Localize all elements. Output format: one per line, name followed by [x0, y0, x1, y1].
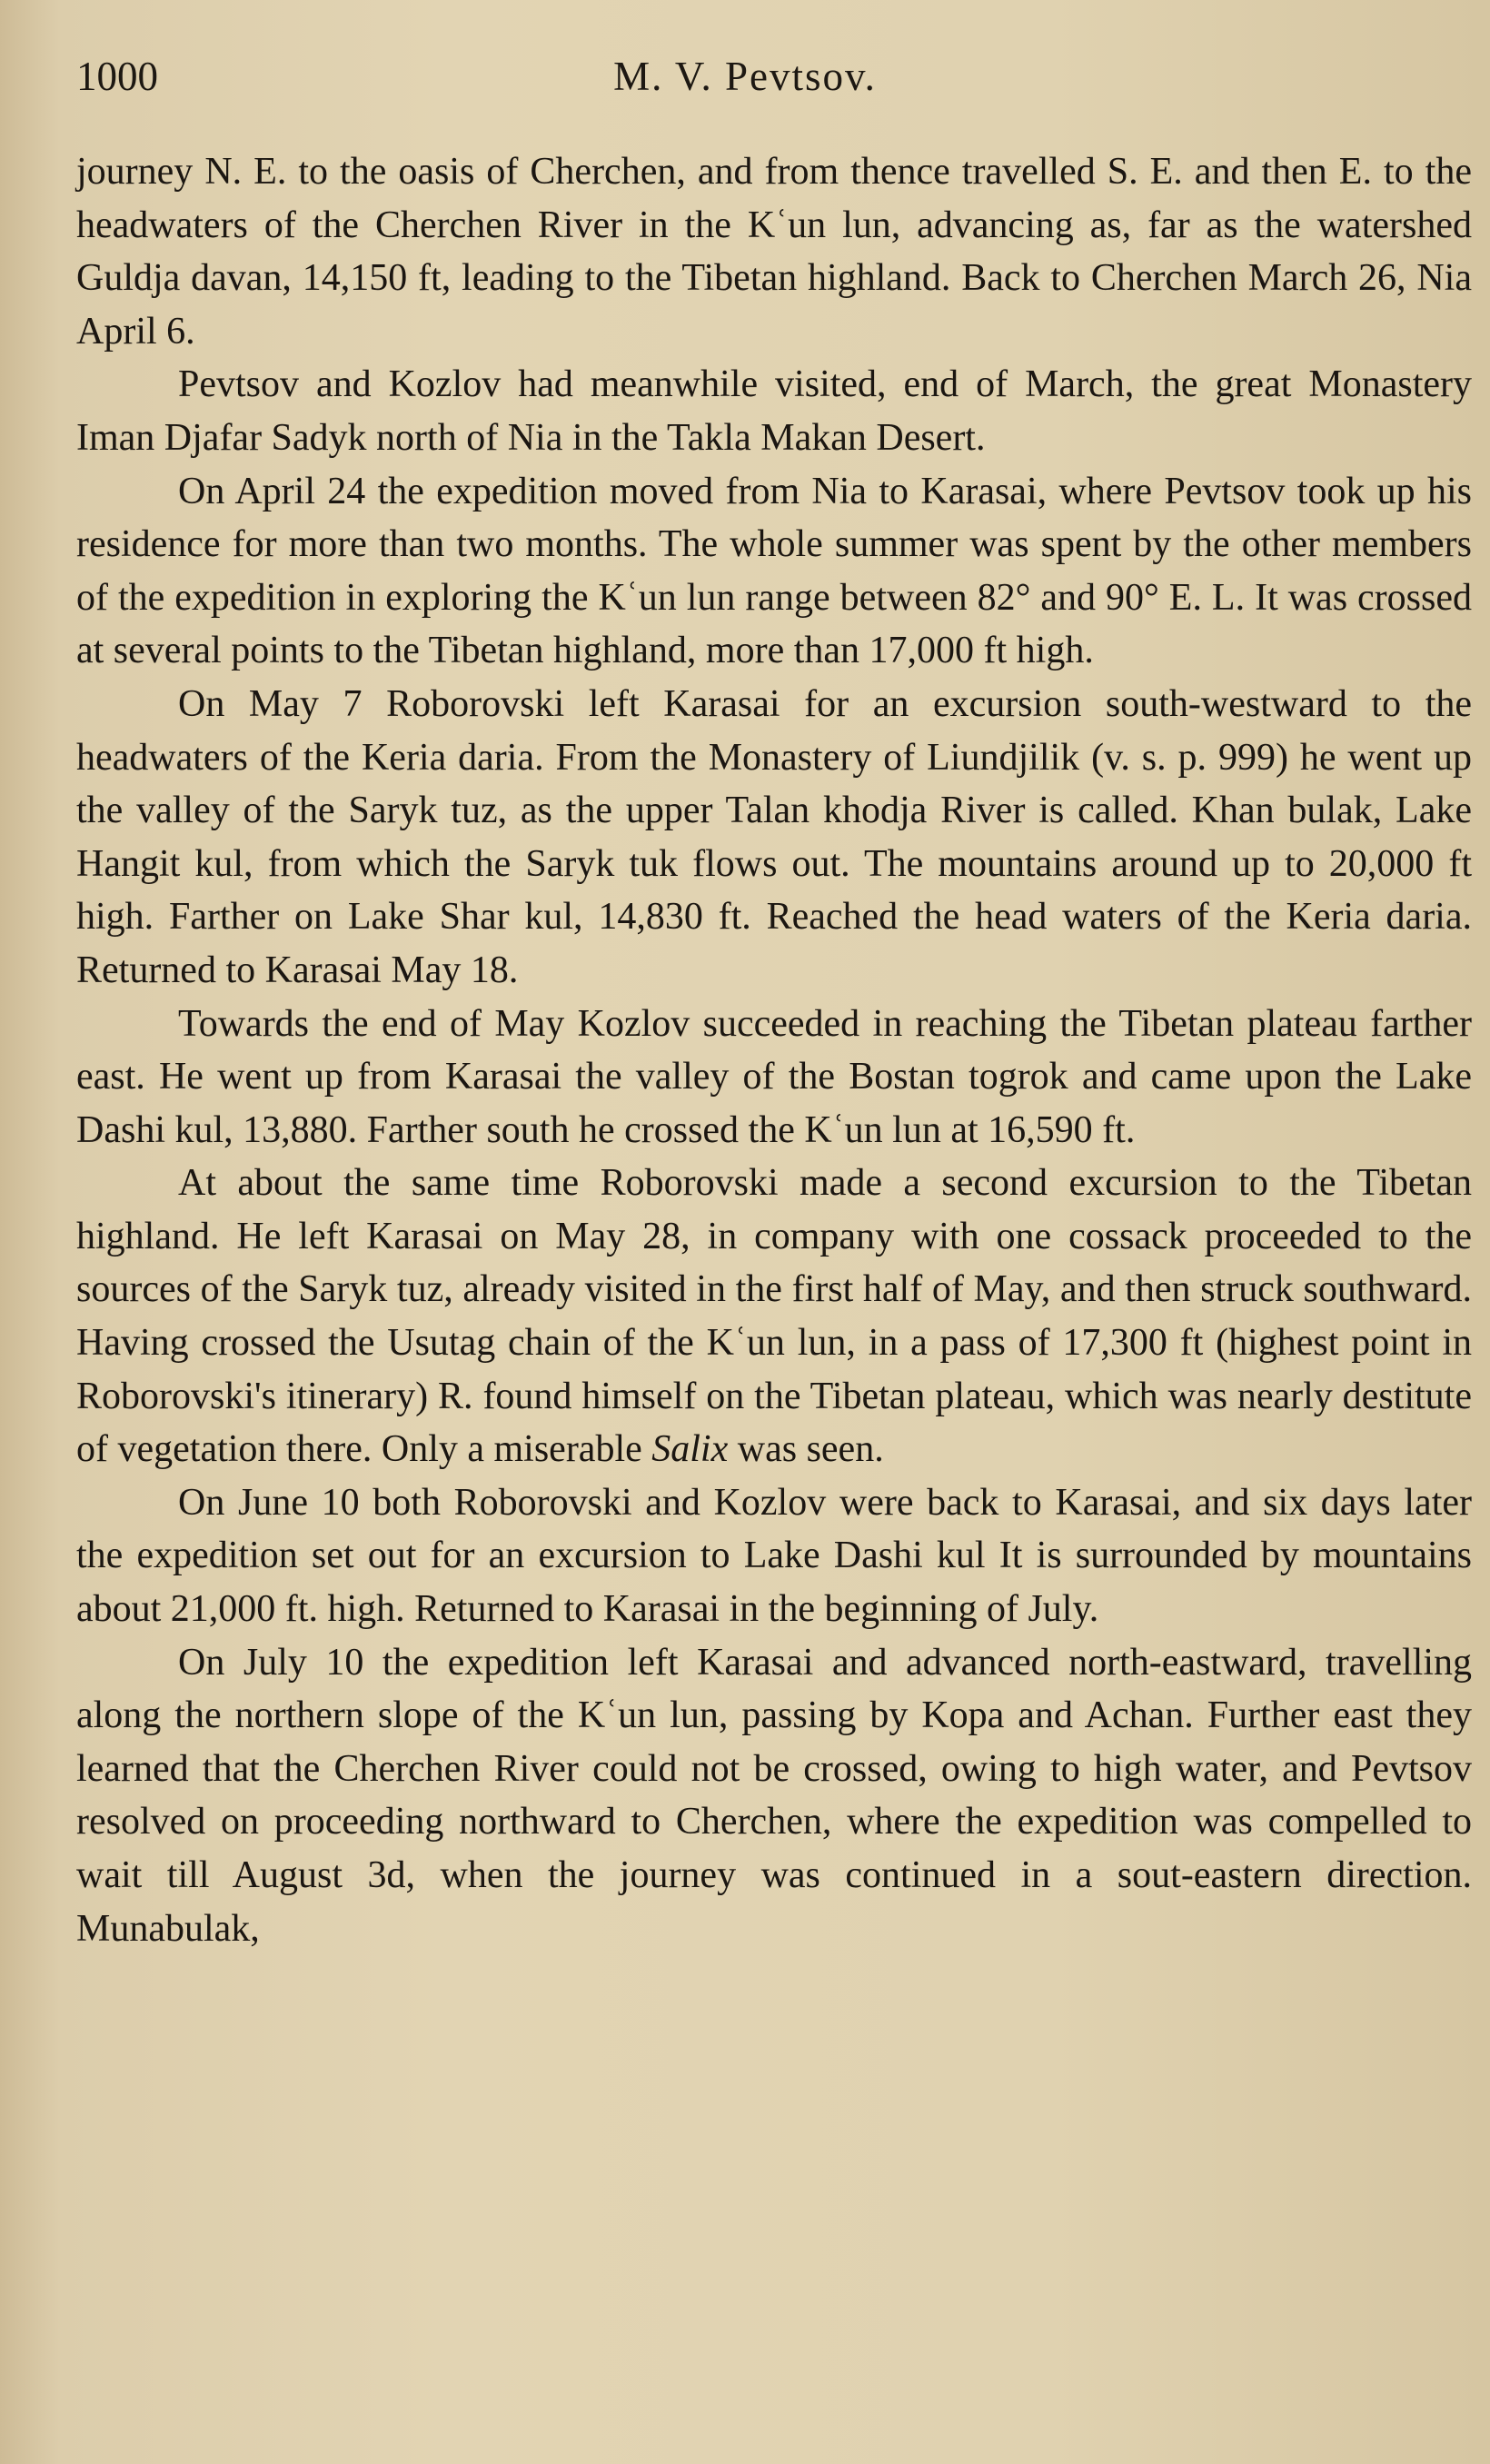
italic-term: Salix — [651, 1428, 729, 1471]
page-number: 1000 — [76, 54, 158, 99]
paragraph: Pevtsov and Kozlov had meanwhile visited, end of March, the great Monastery Iman Djafar Sadyk north of Nia in the Takla Makan Desert. — [76, 363, 1472, 459]
paragraph: On May 7 Roborovski left Karasai for an excursion south-westward to the headwaters of the Keria daria. From the Monastery of Liundjilik (v. s. p. 999) he went up the valley of the Saryk tuz, as the upper Talan khodja River is called. Khan bulak, Lake Hangit kul, from which the Saryk tuk flows out. The mountains around up to 20,000 ft high. Farther on Lake Shar kul, 14,830 ft. Reached the head waters of the Keria daria. Returned to Karasai May 18. — [76, 682, 1472, 991]
body-text — [76, 145, 1472, 1955]
paragraph: journey N. E. to the oasis of Cherchen, and from thence travelled S. E. and then E. to the headwaters of the Cherchen River in the Kʿun lun, advancing as, far as the watershed Guldja davan, 14,150 ft, leading to the Tibetan highland. Back to Cherchen March 26, Nia April 6. — [76, 151, 1472, 353]
page-header — [0, 44, 1490, 107]
running-head: M. V. Pevtsov. — [613, 54, 877, 99]
paragraph: On June 10 both Roborovski and Kozlov were back to Karasai, and six days later the expedition set out for an excursion to Lake Dashi kul It is surrounded by mountains about 21,000 ft. high. Returned to Karasai in the beginning of July. — [76, 1481, 1472, 1631]
paragraph: On April 24 the expedition moved from Nia to Karasai, where Pevtsov took up his residence for more than two months. The whole summer was spent by the other members of the expedition in exploring the Kʿun lun range between 82° and 90° E. L. It was crossed at several points to the Tibetan highland, more than 17,000 ft high. — [76, 470, 1472, 672]
paragraph-text: was seen. — [728, 1428, 884, 1471]
paragraph — [76, 1157, 1472, 1476]
paragraph: On July 10 the expedition left Karasai and advanced north-eastward, travelling along the northern slope of the Kʿun lun, passing by Kopa and Achan. Further east they learned that the Cherchen River could not be crossed, owing to high water, and Pevtsov resolved on proceeding northward to Cherchen, where the expedition was compelled to wait till August 3d, when the journey was continued in a sout-eastern direction. Munabulak, — [76, 1641, 1472, 1950]
paragraph-text: At about the same time Roborovski made a second excursion to the Tibetan highland. He left Karasai on May 28, in company with one cossack proceeded to the sources of the Saryk tuz, already visited in the first half of May, and then struck southward. Having crossed the Usutag chain of the Kʿun lun, in a pass of 17,300 ft (highest point in Roborovski's itinerary) R. found himself on the Tibetan plateau, which was nearly destitute of vegetation there. Only a miserable — [76, 1162, 1472, 1471]
paragraph: Towards the end of May Kozlov succeeded in reaching the Tibetan plateau farther east. He went up from Karasai the valley of the Bostan togrok and came upon the Lake Dashi kul, 13,880. Farther south he crossed the Kʿun lun at 16,590 ft. — [76, 1002, 1472, 1151]
